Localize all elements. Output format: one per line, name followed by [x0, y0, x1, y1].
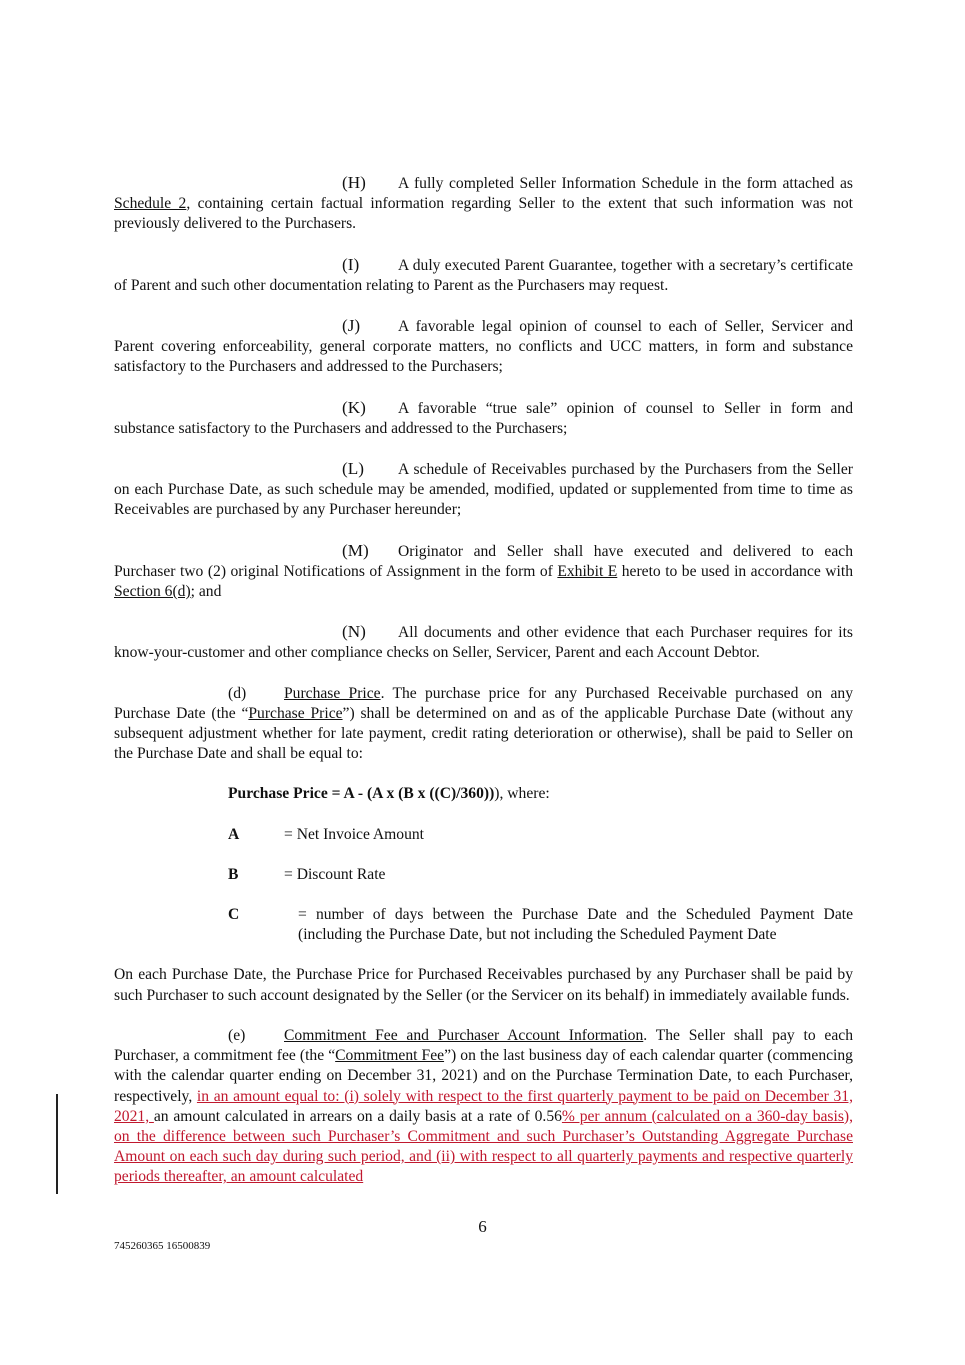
item-text-3: A favorable “true sale” opinion of counsel to Seller in form and substance satisfactory to the Purchasers and addressed to the Purchasers; [114, 399, 853, 437]
page-number: 6 [478, 1217, 487, 1236]
item-label: (I) [342, 254, 360, 274]
item-label: (L) [342, 459, 364, 479]
condition-item-j [114, 316, 853, 378]
condition-item-n [114, 622, 853, 663]
section-6d-reference: Section 6(d) [114, 583, 191, 601]
inserted-text: % per annum (calculated on a 360-day basis), on the difference between such Purchaser’s Commitment and such Purchaser’s Outstanding Aggregate Purchase Amount on each such day during such period, and (ii) with respect to all quarterly payments and respective quarterly periods thereafter, an amount calculated [114, 1107, 853, 1186]
condition-item-l [114, 459, 853, 521]
document-body [114, 173, 853, 1208]
item-text-1: A duly executed Parent Guarantee, together with a secretary’s certificate of Parent and such other documentation relating to Parent as the Purchasers may request. [114, 256, 853, 294]
item-text-5: Originator and Seller shall have executed and delivered to each Purchaser two (2) original Notifications of Assignment in the form of Exhibit E hereto to be used in accordance with Section 6(d); and [114, 542, 853, 601]
item-label: (K) [342, 397, 366, 417]
condition-item-k [114, 398, 853, 439]
section-e-text: Commitment Fee and Purchaser Account Information. The Seller shall pay to each Purchaser, a commitment fee (the “Commitment Fee”) on the last business day of each calendar quarter (commencing with the calendar quarter ending on December 31, 2021) and on the Purchase Termination Date, to each Purchaser, respectively, in an amount equal to: (i) solely with respect to the first quarterly payment to be paid on December 31, 2021, an amount calculated in arrears on a daily basis at a rate of 0.56% per annum (calculated on a 360-day basis), on the difference between such Purchaser’s Commitment and such Purchaser’s Outstanding Aggregate Purchase Amount on each such day during such period, and (ii) with respect to all quarterly payments and respective quarterly periods thereafter, an amount calculated [114, 1026, 853, 1186]
item-label: (M) [342, 540, 369, 560]
condition-item-h [114, 173, 853, 235]
item-label: (N) [342, 622, 366, 642]
condition-list [114, 173, 853, 664]
section-e-commitment-fee [114, 1026, 853, 1188]
exhibit-e-reference: Exhibit E [557, 562, 618, 580]
item-text-2: A favorable legal opinion of counsel to each of Seller, Servicer and Parent covering enforceability, general corporate matters, no conflicts and UCC matters, in form and substance satisfactory to the Purchasers and addressed to the Purchasers; [114, 318, 853, 376]
section-d-text: Purchase Price. The purchase price for any Purchased Receivable purchased on any Purchase Date (the “Purchase Price”) shall be determined on and as of the applicable Purchase Date (without any subsequent adjustment whether for late payment, credit rating deterioration or otherwise), shall be paid to Seller on the Purchase Date and shall be equal to: [114, 684, 854, 763]
section-label: (d) [228, 684, 247, 702]
definition-c: C = number of days between the Purchase Date and the Scheduled Payment Date (including the Purchase Date, but not including the Scheduled Payment Date [228, 906, 853, 944]
definition-b: B = Discount Rate [228, 865, 386, 883]
condition-item-m [114, 541, 853, 603]
section-d-purchase-price [114, 684, 853, 765]
inserted-text: in an amount equal to: (i) solely with respect to the first quarterly payment to be paid on December 31, 2021, [114, 1087, 853, 1125]
definition-a: A = Net Invoice Amount [228, 825, 425, 843]
section-label: (e) [228, 1026, 246, 1044]
item-text-0: A fully completed Seller Information Schedule in the form attached as Schedule 2, containing certain factual information regarding Seller to the extent that such information was not previously delivered to the Purchasers. [114, 175, 853, 233]
revision-change-bar [56, 1094, 58, 1194]
payment-paragraph: On each Purchase Date, the Purchase Price for Purchased Receivables purchased by any Purchaser shall be paid by such Purchaser to such account designated by the Seller (or the Servicer on its behalf) in immediately available funds. [114, 966, 853, 1004]
item-label: (J) [342, 316, 361, 336]
item-text-6: All documents and other evidence that each Purchaser requires for its know-your-customer and other compliance checks on Seller, Servicer, Parent and each Account Debtor. [114, 624, 853, 662]
purchase-price-formula: Purchase Price = A - (A x (B x ((C)/360))), where: [228, 785, 550, 803]
item-label: (H) [342, 173, 366, 192]
item-text-4: A schedule of Receivables purchased by the Purchasers from the Seller on each Purchase Date, as such schedule may be amended, modified, updated or supplemented from time to time as Receivables are purchased by any Purchaser hereunder; [114, 461, 853, 519]
document-id: 745260365 16500839 [114, 1240, 211, 1252]
condition-item-i [114, 255, 853, 296]
